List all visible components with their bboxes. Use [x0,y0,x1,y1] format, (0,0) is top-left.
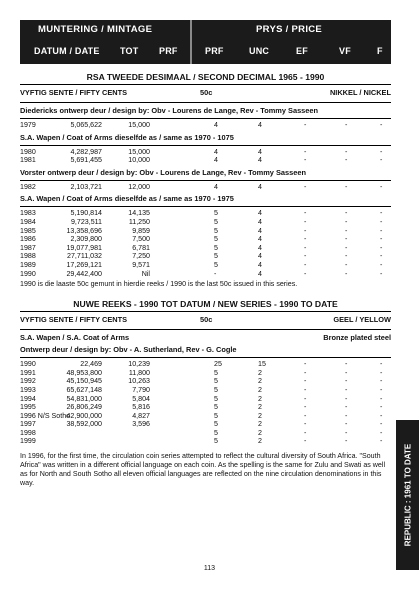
cell-unc: 2 [258,420,262,429]
table-row [20,252,391,261]
cell-vf: - [345,420,348,429]
cell-vf: - [345,368,348,377]
cell-year: 1982 [20,182,36,191]
cell-f: - [380,121,383,129]
cell-prf: 3,596 [132,420,150,429]
section-rule [20,118,391,119]
table-row [20,403,391,412]
cell-f: - [380,428,383,437]
denomination-label: VYFTIG SENTE / FIFTY CENTS [20,88,128,97]
cell-unc: 2 [258,394,262,403]
cell-unc: 4 [258,226,262,235]
cell-f: - [380,394,383,403]
side-tab [396,420,419,570]
section-title: RSA TWEEDE DESIMAAL / SECOND DECIMAL 1965 - 1990 [86,72,325,82]
cell-mintage: 27,711,032 [67,252,102,261]
cell-vf: - [345,252,348,261]
cell-year: 1986 [20,235,36,244]
cell-prf: 5,804 [132,394,150,403]
cell-mintage: 22,469 [80,360,102,369]
cell-year: 1988 [20,252,36,261]
cell-ef: - [304,377,307,386]
cell-prf: 10,239 [128,360,150,369]
cell-year: 1994 [20,394,36,403]
section-rule [20,357,391,358]
cell-vf: - [345,209,348,218]
table-row [20,395,391,404]
cell-mintage: 42,900,000 [66,411,102,420]
cell-vf: - [345,235,348,244]
cell-year: 1997 [20,420,36,429]
table-header [20,20,391,64]
denomination-header [20,88,391,100]
cell-p: 5 [214,217,218,226]
section-rule [20,180,391,181]
table-row [20,148,391,157]
cell-mintage: 38,592,000 [66,420,102,429]
cell-unc: 4 [258,182,262,191]
cell-f: - [380,411,383,420]
cell-p: 5 [214,437,218,446]
cell-p: 5 [214,368,218,377]
cell-f: - [380,360,383,369]
cell-ef: - [304,156,307,165]
cell-year: 1979 [20,121,36,129]
cultural-diversity-note: In 1996, for the first time, the circulation coin series attempted to reflect the cultural diversity of South Africa. "South Africa" was written in a different official language on each coin. As the spelling is the same for Zulu and Swati as well as for North and South Sotho all eleven official languages are reflected on the nine circulation denominations in this way. [20,452,386,488]
cell-mintage: 5,065,622 [70,121,102,129]
cell-vf: - [345,182,348,191]
cell-f: - [380,147,383,156]
cell-ef: - [304,269,307,278]
metal-label: GEEL / YELLOW [333,315,391,325]
cell-p: 5 [214,385,218,394]
cell-ef: - [304,182,307,191]
cell-prf: 11,800 [128,368,150,377]
cell-ef: - [304,209,307,218]
cell-p: 4 [214,156,218,165]
cell-f: - [380,217,383,226]
design-credit: S.A. Wapen / Coat of Arms dieselfde as / same as 1970 - 1075 [20,132,234,142]
table-row [20,209,391,218]
cell-prf: Nil [141,269,150,278]
cell-prf: 10,263 [128,377,150,386]
table-row [20,218,391,227]
cell-ef: - [304,385,307,394]
cell-f: - [380,403,383,412]
cell-p: 5 [214,226,218,235]
table-row [20,412,391,421]
cell-ef: - [304,368,307,377]
col-f: F [377,46,383,56]
cell-unc: 15 [258,360,266,369]
cell-vf: - [345,243,348,252]
cell-f: - [380,209,383,218]
table-row [20,369,391,378]
cell-ef: - [304,252,307,261]
table-row [20,244,391,253]
table-row [20,235,391,244]
cell-year: 1996 N/S Sotho [20,411,71,420]
cell-prf: 11,250 [128,217,150,226]
cell-year: 1989 [20,260,36,269]
cell-unc: 2 [258,377,262,386]
cell-mintage: 5,691,455 [70,156,102,165]
design-credit: Vorster ontwerp deur / design by: Obv - Lourens de Lange, Rev - Tommy Sasseen [20,167,306,177]
cell-year: 1987 [20,243,36,252]
cell-unc: 2 [258,385,262,394]
cell-prf: 15,000 [128,147,150,156]
cell-p: 5 [214,243,218,252]
mintage-table [20,121,391,130]
plating-label: Bronze plated steel [323,333,391,343]
cell-p: 25 [214,360,222,369]
col-tot: TOT [120,46,139,56]
cell-vf: - [345,121,348,129]
col-unc: UNC [249,46,270,56]
design-credit: S.A. Wapen / Coat of Arms dieselfde as / same as 1970 - 1975 [20,194,234,204]
cell-ef: - [304,217,307,226]
table-row [20,360,391,369]
cell-mintage: 9,723,511 [70,217,102,226]
cell-unc: 2 [258,411,262,420]
cell-unc: 2 [258,368,262,377]
cell-year: 1985 [20,226,36,235]
cell-mintage: 26,806,249 [66,403,102,412]
cell-ef: - [304,420,307,429]
cell-p: 5 [214,428,218,437]
table-row [20,156,391,165]
table-row [20,420,391,429]
cell-ef: - [304,235,307,244]
cell-year: 1991 [20,368,36,377]
cell-ef: - [304,411,307,420]
table-row [20,270,391,279]
cell-prf: 6,781 [132,243,150,252]
denomination-label: VYFTIG SENTE / FIFTY CENTS [20,315,128,325]
cell-unc: 4 [258,269,262,278]
cell-prf: 5,816 [132,403,150,412]
cell-vf: - [345,217,348,226]
cell-ef: - [304,260,307,269]
cell-mintage: 2,309,800 [70,235,102,244]
arms-line [20,333,391,345]
header-columns [20,46,391,64]
table-row [20,429,391,438]
mintage-table [20,148,391,165]
cell-prf: 12,000 [128,182,150,191]
cell-vf: - [345,403,348,412]
cell-p: - [214,269,217,278]
cell-prf: 7,250 [132,252,150,261]
cell-vf: - [345,360,348,369]
cell-unc: 4 [258,209,262,218]
section1-blocks [20,106,391,278]
cell-ef: - [304,437,307,446]
catalogue-page [20,20,391,488]
table-row [20,437,391,446]
cell-p: 5 [214,411,218,420]
cell-vf: - [345,226,348,235]
cell-unc: 4 [258,252,262,261]
price-group-label: PRYS / PRICE [256,24,323,35]
cell-unc: 2 [258,403,262,412]
mintage-table [20,209,391,278]
cell-unc: 4 [258,121,262,129]
cell-vf: - [345,156,348,165]
cell-year: 1998 [20,428,36,437]
cell-p: 4 [214,182,218,191]
cell-p: 5 [214,235,218,244]
cell-mintage: 19,077,981 [66,243,102,252]
cell-f: - [380,437,383,446]
cell-unc: 2 [258,437,262,446]
cell-p: 4 [214,147,218,156]
cell-f: - [380,368,383,377]
cell-vf: - [345,428,348,437]
cell-vf: - [345,269,348,278]
cell-year: 1990 [20,269,36,278]
metal-label: NIKKEL / NICKEL [329,88,391,97]
cell-ef: - [304,121,307,129]
cell-prf: 15,000 [128,121,150,129]
cell-f: - [380,377,383,386]
cell-p: 5 [214,403,218,412]
cell-prf: 9,859 [132,226,150,235]
cell-year: 1993 [20,385,36,394]
cell-vf: - [345,394,348,403]
cell-ef: - [304,226,307,235]
cell-ef: - [304,243,307,252]
cell-year: 1999 [20,437,36,446]
cell-p: 4 [214,121,218,129]
cell-mintage: 13,358,696 [66,226,102,235]
cell-vf: - [345,377,348,386]
cell-f: - [380,269,383,278]
cell-year: 1980 [20,147,36,156]
cell-f: - [380,385,383,394]
cell-vf: - [345,260,348,269]
cell-prf: 10,000 [128,156,150,165]
cell-unc: 4 [258,260,262,269]
cell-year: 1983 [20,209,36,218]
cell-unc: 4 [258,217,262,226]
cell-mintage: 45,150,945 [66,377,102,386]
denomination-header [20,315,391,327]
cell-unc: 4 [258,235,262,244]
cell-ef: - [304,147,307,156]
table-row [20,121,391,130]
cell-f: - [380,235,383,244]
table-row [20,261,391,270]
section-title: NUWE REEKS - 1990 TOT DATUM / NEW SERIES - 1990 TO DATE [73,299,338,310]
cell-f: - [380,420,383,429]
cell-unc: 4 [258,156,262,165]
cell-f: - [380,226,383,235]
cell-f: - [380,156,383,165]
cell-ef: - [304,394,307,403]
arms-label: S.A. Wapen / S.A. Coat of Arms [20,333,130,343]
cell-mintage: 65,627,148 [66,385,102,394]
section-rule [20,102,391,103]
mintage-table [20,183,391,192]
cell-p: 5 [214,377,218,386]
table-row [20,386,391,395]
cell-mintage: 4,282,987 [70,147,102,156]
cell-p: 5 [214,209,218,218]
cell-mintage: 5,190,814 [70,209,102,218]
table-row [20,377,391,386]
section-rule [20,311,391,312]
cell-prf: 7,500 [132,235,150,244]
cell-year: 1990 [20,360,36,369]
cell-vf: - [345,411,348,420]
col-prf: PRF [159,46,178,56]
col-ef: EF [296,46,308,56]
cell-year: 1984 [20,217,36,226]
cell-p: 5 [214,394,218,403]
cell-p: 5 [214,420,218,429]
side-tab-label: REPUBLIC : 1961 TO DATE [403,443,412,547]
cell-prf: 14,135 [128,209,150,218]
cell-p: 5 [214,252,218,261]
design-credit: Diedericks ontwerp deur / design by: Obv - Lourens de Lange, Rev - Tommy Sasseen [20,106,319,115]
cell-f: - [380,182,383,191]
cell-year: 1992 [20,377,36,386]
denomination-code: 50c [200,88,213,97]
section2-table [20,360,391,446]
cell-unc: 2 [258,428,262,437]
cell-ef: - [304,360,307,369]
cell-mintage: 29,442,400 [66,269,102,278]
cell-unc: 4 [258,147,262,156]
section-rule [20,145,391,146]
cell-mintage: 17,269,121 [66,260,102,269]
col-prf-price: PRF [205,46,224,56]
cell-unc: 4 [258,243,262,252]
cell-f: - [380,252,383,261]
mintage-group-label: MUNTERING / MINTAGE [38,24,153,35]
table-row [20,227,391,236]
cell-ef: - [304,428,307,437]
footnote: 1990 is die laaste 50c gemunt in hierdie reeks / 1990 is the last 50c issued in this series. [20,280,298,289]
design-credit: Ontwerp deur / design by: Obv - A. Sutherland, Rev - G. Cogle [20,345,237,355]
cell-year: 1981 [20,156,36,165]
cell-ef: - [304,403,307,412]
cell-vf: - [345,147,348,156]
page-number: 113 [203,565,216,572]
cell-f: - [380,243,383,252]
cell-vf: - [345,437,348,446]
section-rule [20,84,391,85]
cell-p: 5 [214,260,218,269]
cell-mintage: 48,953,800 [66,368,102,377]
table-row [20,183,391,192]
cell-vf: - [345,385,348,394]
cell-f: - [380,260,383,269]
cell-year: 1995 [20,403,36,412]
section-rule [20,206,391,207]
cell-mintage: 54,831,000 [66,394,102,403]
cell-mintage: 2,103,721 [70,182,102,191]
denomination-code: 50c [200,315,213,325]
cell-prf: 4,827 [132,411,150,420]
col-date: DATUM / DATE [34,46,100,56]
cell-prf: 9,571 [132,260,150,269]
col-vf: VF [339,46,351,56]
section-rule [20,329,391,330]
cell-prf: 7,790 [132,385,150,394]
